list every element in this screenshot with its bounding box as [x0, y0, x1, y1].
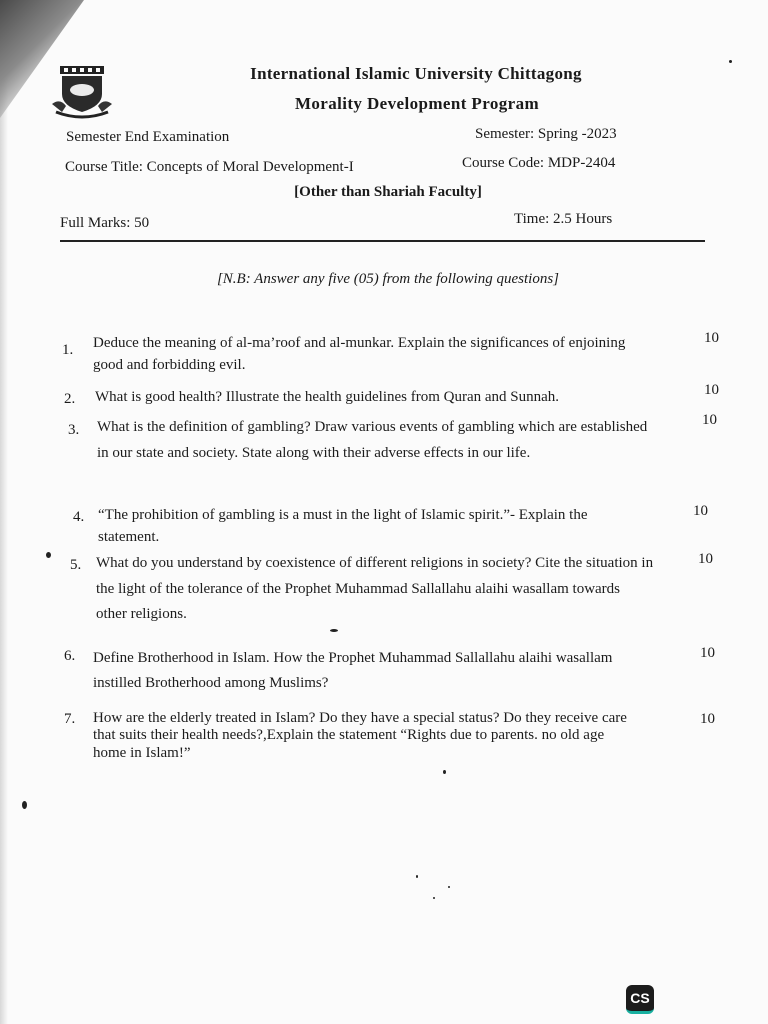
- question-text: Define Brotherhood in Islam. How the Prophet Muhammad Sallallahu alaihi wasallam instilled Brotherhood among Muslims?: [93, 650, 613, 691]
- question-number: 6.: [64, 648, 76, 664]
- scan-speck: [729, 60, 732, 63]
- faculty-note: [Other than Shariah Faculty]: [294, 184, 482, 200]
- question-marks: 10: [702, 412, 717, 428]
- question-number: 1.: [62, 342, 74, 358]
- question-text: Deduce the meaning of al-ma’roof and al-munkar. Explain the significances of enjoining good and forbidding evil.: [93, 335, 626, 373]
- scan-speck: [433, 897, 435, 899]
- question-marks: 10: [700, 711, 715, 727]
- question-marks: 10: [698, 551, 713, 567]
- question-marks: 10: [700, 645, 715, 661]
- question-text: How are the elderly treated in Islam? Do they have a special status? Do they receive care that suits their health needs?,Explain the statement “Rights due to parents. no old age home in Islam!”: [93, 710, 627, 761]
- exam-name: Semester End Examination: [66, 129, 230, 145]
- question-text: “The prohibition of gambling is a must in the light of Islamic spirit.”- Explain the statement.: [98, 507, 588, 545]
- question-number: 4.: [73, 509, 85, 525]
- question-text: What is good health? Illustrate the health guidelines from Quran and Sunnah.: [95, 389, 560, 405]
- question-marks: 10: [704, 382, 719, 398]
- question-marks: 10: [693, 503, 708, 519]
- instructions: [N.B: Answer any five (05) from the following questions]: [216, 271, 560, 287]
- scan-speck: [330, 629, 338, 632]
- scan-speck: [46, 552, 51, 558]
- course-code: Course Code: MDP-2404: [462, 155, 616, 171]
- exam-time: Time: 2.5 Hours: [514, 211, 613, 227]
- header-divider: [60, 240, 705, 242]
- question-number: 2.: [64, 391, 76, 407]
- program-name: Morality Development Program: [294, 94, 540, 113]
- full-marks: Full Marks: 50: [60, 215, 150, 231]
- question-number: 3.: [68, 422, 80, 438]
- question-number: 7.: [64, 711, 76, 727]
- semester: Semester: Spring -2023: [475, 126, 617, 142]
- scan-speck: [22, 801, 27, 809]
- scan-speck: [443, 770, 446, 774]
- scan-speck: [448, 886, 450, 888]
- course-title: Course Title: Concepts of Moral Development-I: [65, 159, 354, 175]
- page-edge-shadow: [0, 0, 8, 1024]
- question-marks: 10: [704, 330, 719, 346]
- camscanner-badge: CS: [626, 985, 654, 1014]
- scan-speck: [416, 875, 418, 878]
- question-number: 5.: [70, 557, 82, 573]
- university-name: International Islamic University Chittagong: [250, 64, 582, 83]
- question-text: What do you understand by coexistence of different religions in society? Cite the situation in the light of the tolerance of the Prophet Muhammad Sallallahu alaihi wasallam towards other religions.: [96, 555, 654, 622]
- question-text: What is the definition of gambling? Draw various events of gambling which are established in our state and society. State along with their adverse effects in our life.: [97, 419, 648, 462]
